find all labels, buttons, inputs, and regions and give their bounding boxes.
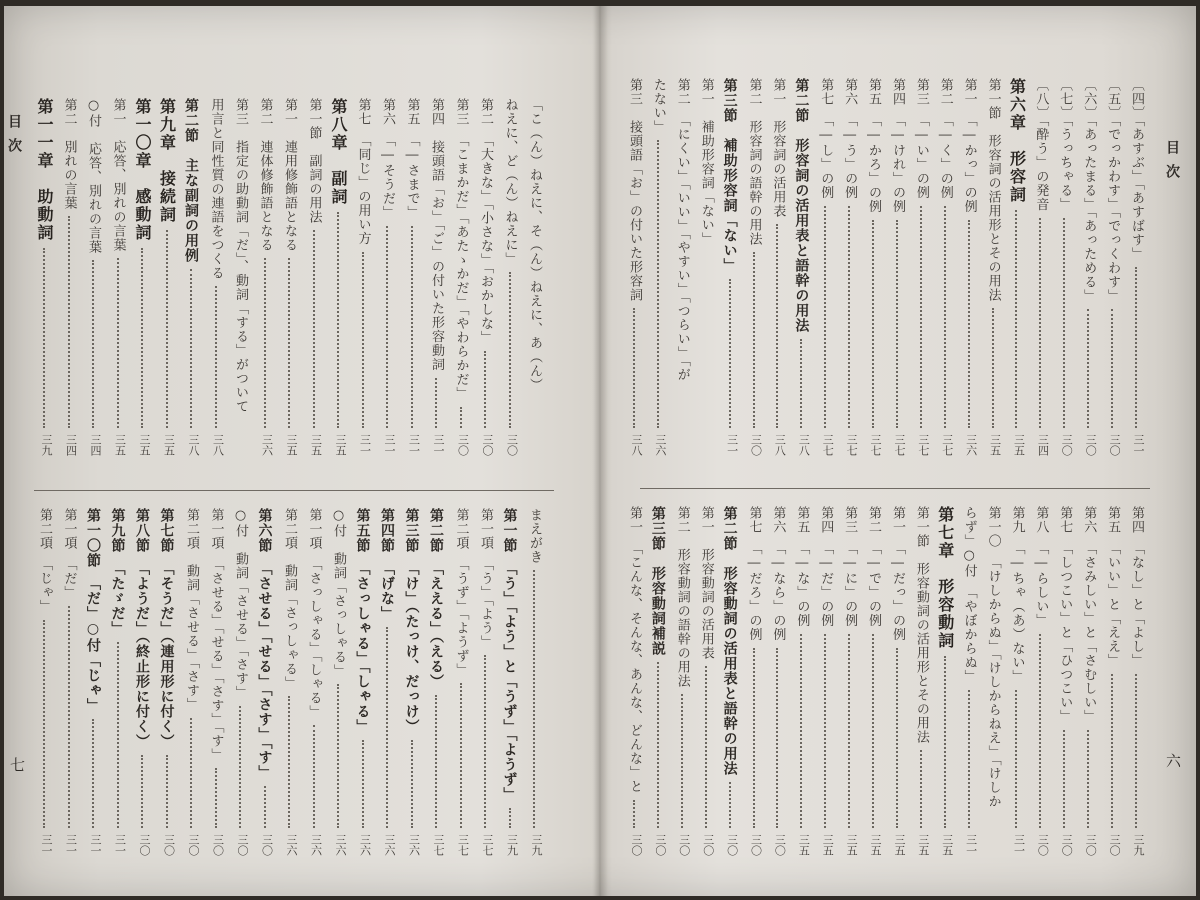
page-number: 三〇 — [481, 434, 494, 456]
page-number: 三五 — [1012, 434, 1026, 456]
toc-entry: 〔八〕「酔う」の発音 — [1033, 78, 1049, 212]
toc-entry: 第三節 補助形容詞「ない」 — [721, 78, 738, 273]
page-number: 三五 — [916, 834, 930, 856]
dot-leader — [657, 662, 661, 828]
toc-entry: 第一 「こんな、そんな、あんな、どんな」と — [627, 506, 642, 794]
page-number: 三〇 — [456, 434, 470, 456]
page-folio: 七 — [10, 756, 26, 774]
page-number: 三〇 — [1108, 434, 1122, 456]
page-number: 三九 — [530, 834, 543, 856]
dot-leader — [872, 634, 876, 829]
page-number: 三八 — [773, 434, 787, 456]
page-number: 三一 — [432, 434, 445, 456]
dot-leader — [920, 750, 924, 828]
dot-leader — [657, 140, 661, 428]
toc-entry: 第四節 「げな」 — [379, 508, 395, 621]
page-number: 三四 — [1036, 434, 1050, 456]
toc-entry: 第九 「―ちゃ（あ）ない」 — [1009, 506, 1025, 684]
dot-leader — [896, 220, 900, 429]
page-number: 三九 — [1132, 834, 1145, 856]
page-number: 三一 — [89, 834, 102, 856]
dot-leader — [43, 248, 47, 428]
toc-entry: 〔四〕「あすぶ」「あすばす」 — [1129, 78, 1144, 261]
toc-entry: 用言と同性質の連語をつくる — [208, 98, 224, 280]
toc-entry: 第五節 「さっしゃる」「しゃる」 — [354, 508, 371, 734]
page-number: 三五 — [845, 834, 859, 856]
page-number: 三五 — [334, 434, 347, 456]
toc-entry: 第八章 副詞 — [329, 98, 348, 206]
toc-entry: ○付 動詞「さっしゃる」 — [331, 508, 346, 678]
dot-leader — [141, 248, 145, 428]
toc-entry: 第三 接頭語「お」の付いた形容詞 — [627, 78, 642, 302]
toc-entry: 〔五〕「でっかわす」「でっくわす」 — [1105, 78, 1121, 303]
toc-entry: 第二項 動詞「させる」「さす」 — [184, 508, 199, 712]
toc-entry: 第二 形容動詞の語幹の用法 — [674, 506, 690, 688]
dot-leader — [1135, 674, 1139, 829]
dot-leader — [435, 378, 439, 429]
toc-entry: 〔六〕「あったまる」「あっためる」 — [1081, 78, 1097, 303]
page-number: 三一 — [64, 834, 78, 856]
page-number: 三五 — [309, 434, 323, 456]
page-number: 三〇 — [138, 834, 151, 856]
toc-entry: 第一節 副詞の用法 — [306, 98, 322, 224]
toc-entry: 第二 別れの言葉 — [61, 98, 77, 210]
dot-leader — [753, 252, 757, 428]
toc-entry: 第一項 「だ」 — [61, 508, 77, 600]
toc-entry: ○付 応答、別れの言葉 — [86, 98, 101, 254]
page-number: 三四 — [89, 434, 102, 456]
toc-entry: 第二 「―で」の例 — [866, 506, 882, 628]
page-number: 三〇 — [653, 834, 667, 856]
dot-leader — [313, 725, 317, 828]
page-number: 三〇 — [505, 434, 519, 456]
page-number: 三八 — [630, 434, 643, 456]
page-number: 三六 — [334, 834, 347, 856]
toc-entry: 第二項 「うず」「ようず」 — [453, 508, 469, 677]
toc-entry: 第五 「―な」の例 — [794, 506, 810, 628]
toc-entry: 第二節 「ええる」（える） — [428, 508, 444, 689]
toc-entry: 第一一章 助動詞 — [35, 98, 54, 242]
toc-entry: 第五 「―さまで」 — [404, 98, 420, 220]
dot-leader — [705, 666, 709, 828]
dot-leader — [215, 286, 219, 428]
dot-leader — [968, 690, 972, 829]
page-number: 三〇 — [1036, 834, 1050, 856]
dot-leader — [992, 308, 996, 428]
toc-entry: 第三節 「け」（たっけ、だっけ） — [403, 508, 420, 734]
dot-leader — [824, 634, 828, 829]
dot-leader — [117, 258, 121, 428]
toc-entry: 第六節 「させる」「せる」「さす」「す」 — [256, 508, 273, 780]
toc-entry: 第六 「さみしい」と「さむしい」 — [1081, 506, 1097, 724]
toc-entry: ○付 動詞「させる」「さす」 — [233, 508, 248, 700]
dot-leader — [337, 212, 341, 428]
page-number: 三六 — [260, 434, 274, 456]
dot-leader — [872, 220, 876, 429]
toc-entry: 第一〇章 感動詞 — [133, 98, 152, 242]
toc-entry: 第七 「―し」の例 — [818, 78, 834, 200]
dot-leader — [800, 339, 804, 428]
dot-leader — [776, 648, 780, 829]
page-number: 三〇 — [1060, 434, 1074, 456]
dot-leader — [729, 279, 733, 428]
toc-entry: 第四 「―だ」の例 — [818, 506, 834, 628]
toc-entry: 第六 「―なら」の例 — [770, 506, 786, 642]
dot-leader — [1015, 690, 1019, 829]
page-number: 三五 — [892, 834, 906, 856]
page-number: 三〇 — [701, 834, 715, 856]
page-folio: 六 — [1166, 752, 1182, 770]
page-header: 目次 — [6, 114, 22, 162]
dot-leader — [848, 206, 852, 429]
page-number: 三〇 — [1060, 834, 1074, 856]
toc-entry: 第二節 形容詞の活用表と語幹の用法 — [793, 78, 810, 333]
page-number: 三六 — [964, 434, 978, 456]
dot-leader — [43, 620, 47, 829]
page-number: 三七 — [940, 434, 954, 456]
page-number: 三一 — [1012, 834, 1026, 856]
toc-entry: 第一節 「う」「よう」と「うず」「ようず」 — [501, 508, 518, 802]
toc-entry: 第一 応答、別れの言葉 — [110, 98, 126, 252]
page-header: 目次 — [1164, 140, 1180, 188]
book-spread — [4, 6, 1196, 896]
right-page — [600, 6, 1196, 896]
dot-leader — [362, 252, 366, 429]
toc-entry: 第八節 「ようだ」（終止形に付く） — [134, 508, 150, 749]
dot-leader — [117, 642, 121, 828]
toc-entry: 第一 連用修飾語となる — [282, 98, 297, 252]
toc-entry: 第二 「にくい」「いい」「やすい」「つらい」「が — [674, 78, 690, 382]
page-number: 三〇 — [749, 834, 763, 856]
dot-leader — [800, 634, 804, 829]
dot-leader — [1087, 309, 1091, 428]
page-number: 三五 — [988, 434, 1002, 456]
page-number: 三六 — [383, 834, 396, 856]
dot-leader — [92, 719, 96, 828]
toc-entry: 第一項 「う」「よう」 — [478, 508, 493, 649]
page-number: 三七 — [456, 834, 470, 856]
dot-leader — [362, 740, 366, 828]
toc-entry: 第二節 主な副詞の用例 — [183, 98, 199, 263]
dot-leader — [313, 230, 317, 428]
toc-entry: 第六 「―そうだ」 — [380, 98, 395, 220]
dot-leader — [264, 258, 268, 428]
page-number: 三〇 — [749, 434, 763, 456]
page-number: 三〇 — [1084, 834, 1098, 856]
section-divider — [640, 488, 1150, 489]
toc-entry: 第二 「―く」の例 — [937, 78, 953, 200]
toc-entry: 第一 形容詞の活用表 — [770, 78, 786, 218]
toc-entry: 第二節 形容動詞の活用表と語幹の用法 — [721, 506, 738, 776]
dot-leader — [288, 696, 292, 828]
page-number: 三〇 — [187, 834, 200, 856]
dot-leader — [215, 768, 219, 828]
dot-leader — [190, 269, 194, 428]
dot-leader — [896, 648, 900, 829]
toc-entry: 第二 形容詞の語幹の用法 — [746, 78, 762, 246]
toc-entry: 第六 「―う」の例 — [842, 78, 858, 200]
toc-entry: 第一 補助形容詞「ない」 — [698, 78, 714, 246]
toc-entry: 第四 「なし」と「よし」 — [1129, 506, 1144, 668]
dot-leader — [460, 407, 464, 429]
page-number: 三七 — [845, 434, 859, 456]
toc-entry: 第三 「こまかだ」「あたゝかだ」「やわらかだ」 — [453, 98, 469, 401]
toc-entry: 第二項 動詞「さっしゃる」 — [282, 508, 297, 690]
toc-entry: 第五 「いい」と「ええ」 — [1105, 506, 1121, 668]
page-number: 三九 — [505, 834, 519, 856]
toc-entry: 第七 「同じ」の用い方 — [355, 98, 371, 246]
dot-leader — [1039, 218, 1043, 429]
page-number: 三七 — [916, 434, 930, 456]
page-number: 三五 — [113, 434, 127, 456]
dot-leader — [484, 351, 488, 429]
dot-leader — [1111, 309, 1115, 428]
page-number: 三〇 — [260, 834, 274, 856]
dot-leader — [460, 683, 464, 828]
page-number: 三一 — [725, 434, 739, 456]
page-number: 三〇 — [677, 834, 691, 856]
dot-leader — [288, 258, 292, 428]
page-number: 三〇 — [1108, 834, 1122, 856]
dot-leader — [92, 260, 96, 428]
page-number: 三七 — [869, 434, 883, 456]
page-number: 三〇 — [236, 834, 249, 856]
page-number: 三五 — [138, 434, 151, 456]
page-number: 三七 — [821, 434, 835, 456]
toc-entry: まえがき — [527, 508, 542, 564]
dot-leader — [920, 206, 924, 429]
toc-entry: 第一節 形容動詞の活用形とその用法 — [913, 506, 929, 744]
page-number: 三六 — [653, 434, 667, 456]
toc-entry: 第四 接頭語「お」「ご」の付いた形容動詞 — [429, 98, 444, 372]
toc-entry: 第二 「大きな」「小さな」「おかしな」 — [478, 98, 493, 345]
dot-leader — [681, 694, 685, 828]
toc-entry: ねえに、ど（ん）ねえに」 — [502, 98, 518, 266]
dot-leader — [824, 206, 828, 429]
dot-leader — [68, 606, 72, 829]
toc-entry: 第九節 「たゞだ」 — [109, 508, 126, 636]
page-number: 三四 — [64, 434, 78, 456]
dot-leader — [435, 695, 439, 828]
dot-leader — [386, 226, 390, 429]
toc-entry: 第三節 形容動詞補説 — [649, 506, 666, 656]
toc-entry: 「こ（ん）ねえに、そ（ん）ねえに、あ（ん） — [527, 98, 542, 392]
dot-leader — [411, 226, 415, 429]
toc-entry: 第七 「―だろ」の例 — [746, 506, 762, 642]
page-number: 三五 — [285, 434, 298, 456]
page-number: 三〇 — [725, 834, 739, 856]
toc-entry: らず」○付 「やぼからぬ」 — [961, 506, 977, 684]
toc-entry: 第二項 「じゃ」 — [37, 508, 52, 614]
page-number: 三一 — [358, 434, 372, 456]
page-number: 三〇 — [630, 834, 643, 856]
dot-leader — [848, 634, 852, 829]
toc-entry: 第一〇節 「だ」○付「じゃ」 — [85, 508, 101, 713]
dot-leader — [753, 648, 757, 829]
dot-leader — [166, 755, 170, 828]
dot-leader — [533, 570, 537, 828]
page-number: 三〇 — [162, 834, 176, 856]
dot-leader — [239, 706, 243, 829]
page-number: 三一 — [964, 834, 978, 856]
page-number: 三五 — [797, 834, 811, 856]
dot-leader — [1015, 210, 1019, 428]
toc-entry: たない」 — [650, 78, 666, 134]
toc-entry: 第一 「―かっ」の例 — [961, 78, 977, 214]
dot-leader — [141, 755, 145, 828]
page-number: 三〇 — [1084, 434, 1098, 456]
toc-entry: 第三 指定の助動詞「だ」、動詞「する」がついて — [233, 98, 248, 414]
section-divider — [34, 490, 554, 491]
toc-entry: 第九章 接続詞 — [157, 98, 177, 224]
left-page — [4, 6, 600, 896]
dot-leader — [729, 782, 733, 828]
toc-entry: 第一 「―だっ」の例 — [889, 506, 905, 642]
page-number: 三一 — [407, 434, 421, 456]
dot-leader — [484, 655, 488, 828]
page-number: 三七 — [481, 834, 494, 856]
dot-leader — [411, 740, 415, 828]
toc-entry: 第八 「―らしい」 — [1033, 506, 1049, 628]
toc-entry: 第一〇 「けしからぬ」「けしからねえ」「けしか — [985, 506, 1001, 809]
dot-leader — [944, 656, 948, 828]
dot-leader — [190, 718, 194, 829]
dot-leader — [337, 684, 341, 828]
toc-entry: 第二 連体修飾語となる — [257, 98, 273, 252]
dot-leader — [1135, 267, 1139, 428]
toc-entry: 〔七〕「うっちゃる」 — [1057, 78, 1073, 212]
page-number: 三五 — [821, 834, 835, 856]
page-number: 三〇 — [773, 834, 787, 856]
page-number: 三五 — [940, 834, 954, 856]
toc-entry: 第一項 「さっしゃる」「しゃる」 — [306, 508, 322, 719]
dot-leader — [386, 627, 390, 828]
toc-entry: 第五 「―かろ」の例 — [866, 78, 882, 214]
dot-leader — [633, 800, 637, 829]
dot-leader — [264, 786, 268, 828]
page-number: 三一 — [40, 834, 53, 856]
page-number: 三六 — [407, 834, 421, 856]
page-number: 三八 — [797, 434, 811, 456]
dot-leader — [968, 220, 972, 429]
toc-entry: 第七節 「そうだ」（連用形に付く） — [158, 508, 175, 749]
page-number: 三七 — [432, 834, 445, 856]
toc-entry: 第四 「―けれ」の例 — [889, 78, 905, 214]
dot-leader — [1087, 730, 1091, 829]
page-number: 三八 — [211, 434, 225, 456]
toc-entry: 第七 「しつこい」と「ひつこい」 — [1057, 506, 1073, 724]
page-number: 三一 — [383, 434, 396, 456]
page-number: 三一 — [1132, 434, 1145, 456]
page-number: 三八 — [187, 434, 200, 456]
toc-entry: 第三 「―に」の例 — [842, 506, 858, 628]
page-number: 三六 — [358, 834, 372, 856]
toc-entry: 第六章 形容詞 — [1007, 78, 1027, 204]
page-number: 三七 — [892, 434, 906, 456]
dot-leader — [166, 230, 170, 428]
dot-leader — [776, 224, 780, 428]
dot-leader — [1063, 218, 1067, 429]
toc-entry: 第三 「―い」の例 — [913, 78, 929, 200]
dot-leader — [1039, 634, 1043, 829]
dot-leader — [509, 808, 513, 828]
page-number: 三五 — [162, 434, 176, 456]
dot-leader — [633, 308, 637, 428]
page-number: 三九 — [40, 434, 53, 456]
toc-entry: 第一 形容動詞の活用表 — [698, 506, 714, 660]
page-number: 三五 — [869, 834, 883, 856]
dot-leader — [68, 216, 72, 428]
page-number: 三六 — [285, 834, 298, 856]
dot-leader — [509, 272, 513, 428]
page-number: 三六 — [309, 834, 323, 856]
toc-entry: 第七章 形容動詞 — [935, 506, 955, 650]
toc-entry: 第一項 「させる」「せる」「さす」「す」 — [208, 508, 224, 762]
dot-leader — [1063, 730, 1067, 829]
page-number: 三一 — [113, 834, 127, 856]
dot-leader — [944, 206, 948, 429]
dot-leader — [1111, 674, 1115, 829]
toc-entry: 第一節 形容詞の活用形とその用法 — [985, 78, 1001, 302]
page-number: 三〇 — [211, 834, 225, 856]
